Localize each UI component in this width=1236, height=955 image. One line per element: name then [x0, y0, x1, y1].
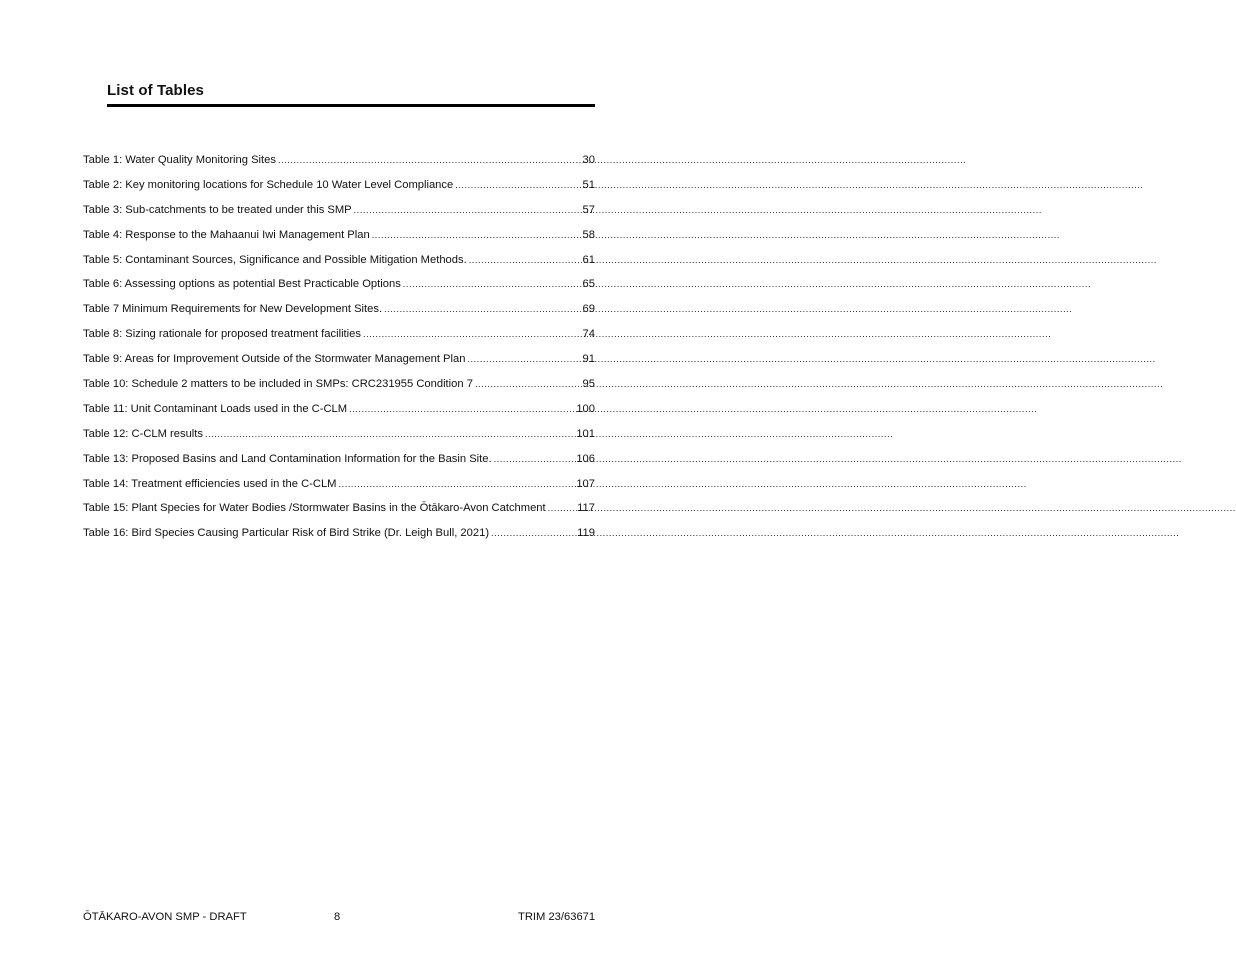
toc-entry-page: 69 [582, 303, 595, 316]
toc-entry-title: Table 7 Minimum Requirements for New Development Sites. [83, 303, 383, 316]
toc-entry-page: 117 [577, 502, 595, 515]
toc-entry-title: Table 2: Key monitoring locations for Schedule 10 Water Level Compliance [83, 178, 454, 191]
toc-entry[interactable] [83, 449, 595, 474]
toc-entry[interactable] [83, 150, 595, 175]
toc-entry[interactable] [83, 225, 595, 250]
dot-leader [384, 299, 580, 319]
toc-entry[interactable] [83, 299, 595, 324]
toc-entry-title: Table 16: Bird Species Causing Particular Risk of Bird Strike (Dr. Leigh Bull, 2021) [83, 527, 490, 540]
toc-entry-title: Table 8: Sizing rationale for proposed treatment facilities [83, 328, 361, 341]
toc-entry-title: Table 9: Areas for Improvement Outside of the Stormwater Management Plan [83, 353, 466, 366]
footer-trim-reference: TRIM 23/63671 [518, 911, 596, 923]
toc-entry-title: Table 14: Treatment efficiencies used in the C-CLM [83, 477, 337, 490]
dot-leader [469, 250, 581, 270]
list-of-tables [83, 150, 595, 548]
toc-entry[interactable] [83, 349, 595, 374]
dot-leader [205, 424, 574, 444]
toc-entry-title: Table 1: Water Quality Monitoring Sites [83, 154, 276, 166]
dot-leader [363, 324, 581, 344]
toc-entry[interactable] [83, 374, 595, 399]
toc-entry-title: Table 13: Proposed Basins and Land Contamination Information for the Basin Site. [83, 452, 492, 465]
dot-leader [349, 399, 574, 419]
toc-entry[interactable] [83, 523, 595, 548]
toc-entry-title: Table 3: Sub-catchments to be treated under this SMP [83, 203, 352, 216]
dot-leader [372, 225, 581, 245]
footer-page-number: 8 [334, 911, 341, 923]
toc-entry-page: 57 [582, 203, 595, 216]
dot-leader [339, 474, 575, 494]
toc-entry-page: 51 [582, 178, 595, 191]
toc-entry-title: Table 15: Plant Species for Water Bodies /Stormwater Basins in the Ōtākaro-Avon Catchment [83, 502, 546, 515]
toc-entry[interactable] [83, 274, 595, 299]
dot-leader [354, 200, 581, 220]
footer-document-title: ŌTĀKARO-AVON SMP - DRAFT [83, 911, 247, 923]
toc-entry-page: 58 [582, 228, 595, 241]
toc-entry-page: 100 [576, 402, 595, 415]
toc-entry[interactable] [83, 175, 595, 200]
dot-leader [491, 523, 575, 543]
dot-leader [455, 175, 580, 195]
toc-entry[interactable] [83, 200, 595, 225]
toc-entry[interactable] [83, 474, 595, 499]
toc-entry-title: Table 5: Contaminant Sources, Significance and Possible Mitigation Methods. [83, 253, 467, 266]
toc-entry-title: Table 4: Response to the Mahaanui Iwi Management Plan [83, 228, 370, 241]
dot-leader [467, 349, 580, 369]
toc-entry-page: 95 [582, 378, 595, 391]
toc-entry-title: Table 6: Assessing options as potential Best Practicable Options [83, 278, 401, 291]
dot-leader [475, 374, 581, 394]
toc-entry-page: 106 [576, 452, 595, 465]
toc-entry-page: 101 [576, 427, 595, 440]
toc-entry-page: 91 [582, 353, 595, 366]
toc-entry-page: 74 [582, 328, 595, 341]
toc-entry[interactable] [83, 424, 595, 449]
toc-entry-title: Table 12: C-CLM results [83, 427, 203, 440]
page-title: List of Tables [107, 82, 204, 99]
dot-leader [494, 449, 575, 469]
toc-entry[interactable] [83, 498, 595, 523]
toc-entry-page: 30 [582, 154, 595, 166]
toc-entry[interactable] [83, 324, 595, 349]
toc-entry[interactable] [83, 399, 595, 424]
toc-entry-title: Table 10: Schedule 2 matters to be included in SMPs: CRC231955 Condition 7 [83, 378, 473, 391]
toc-entry-page: 65 [582, 278, 595, 291]
dot-leader [548, 498, 576, 518]
toc-entry-page: 119 [577, 527, 595, 540]
heading-underline [107, 104, 595, 107]
dot-leader [403, 274, 581, 294]
toc-entry[interactable] [83, 250, 595, 275]
toc-entry-page: 61 [582, 253, 595, 266]
toc-entry-title: Table 11: Unit Contaminant Loads used in the C-CLM [83, 402, 348, 415]
toc-entry-page: 107 [576, 477, 595, 490]
dot-leader [278, 150, 581, 170]
